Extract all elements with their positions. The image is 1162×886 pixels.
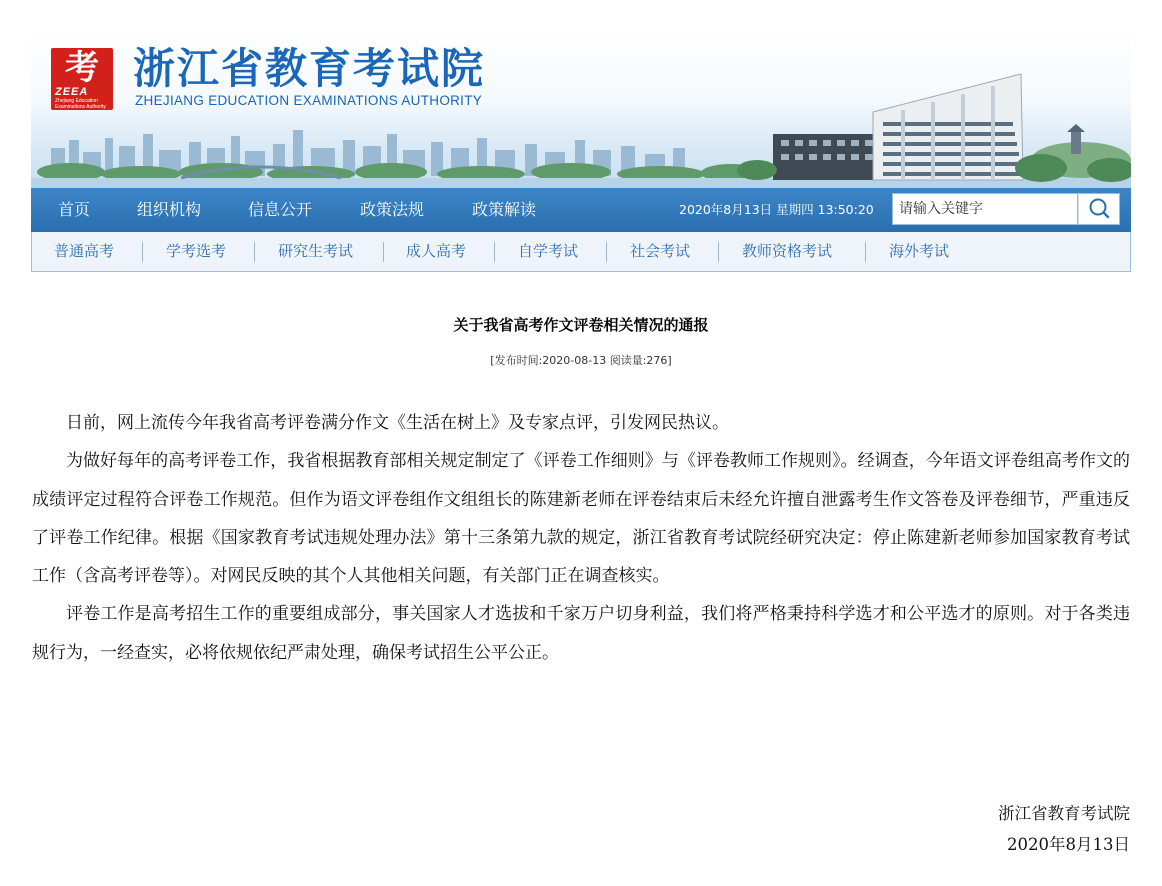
subnav-divider xyxy=(865,242,866,262)
main-nav xyxy=(31,188,1131,232)
subnav-adult-gaokao[interactable]: 成人高考 xyxy=(406,242,467,260)
nav-organization[interactable]: 组织机构 xyxy=(137,200,202,219)
subnav-divider xyxy=(606,242,607,262)
signature-date: 2020年8月13日 xyxy=(1007,835,1130,854)
subnav-xuekao[interactable]: 学考选考 xyxy=(166,242,227,260)
search-input[interactable] xyxy=(892,193,1078,225)
subnav-graduate-exam[interactable]: 研究生考试 xyxy=(278,242,354,260)
subnav-gaokao[interactable]: 普通高考 xyxy=(54,242,115,260)
subnav-self-study-exam[interactable]: 自学考试 xyxy=(518,242,579,260)
nav-info-disclosure[interactable]: 信息公开 xyxy=(248,200,313,219)
search-button[interactable] xyxy=(1078,193,1120,225)
subnav-divider xyxy=(142,242,143,262)
org-name-cn: 浙江省教育考试院 xyxy=(133,44,486,93)
article-body xyxy=(32,404,1130,672)
signature-org: 浙江省教育考试院 xyxy=(998,804,1130,823)
subnav-divider xyxy=(383,242,384,262)
subnav-overseas-exam[interactable]: 海外考试 xyxy=(889,242,950,260)
org-name-en: ZHEJIANG EDUCATION EXAMINATIONS AUTHORITY xyxy=(135,93,483,108)
subnav-divider xyxy=(718,242,719,262)
subnav-teacher-cert-exam[interactable]: 教师资格考试 xyxy=(742,242,833,260)
nav-home[interactable]: 首页 xyxy=(58,200,91,219)
site-banner xyxy=(31,30,1131,188)
nav-policies[interactable]: 政策法规 xyxy=(360,200,425,219)
article-paragraph: 日前，网上流传今年我省高考评卷满分作文《生活在树上》及专家点评，引发网民热议。 xyxy=(66,413,729,433)
nav-policy-interpretation[interactable]: 政策解读 xyxy=(472,200,537,219)
search-icon xyxy=(1079,194,1119,224)
zeea-logo[interactable] xyxy=(51,48,113,110)
subnav-social-exam[interactable]: 社会考试 xyxy=(630,242,691,260)
logo-glyph: 考 xyxy=(65,48,99,88)
logo-subtitle: Zhejiang Education Examinations Authority xyxy=(55,98,106,110)
article-paragraph: 为做好每年的高考评卷工作，我省根据教育部相关规定制定了《评卷工作细则》与《评卷教师工作规则》。经调查，今年语文评卷组高考作文的成绩评定过程符合评卷工作规范。但作为语文评卷组作文组组长的陈建新老师在评卷结束后未经允许擅自泄露考生作文答卷及评卷细节，严重违反了评卷工作纪律。根据《国家教育考试违规处理办法》第十三条第九款的规定，浙江省教育考试院经研究决定：停止陈建新老师参加国家教育考试工作（含高考评卷等）。对网民反映的其个人其他相关问题，有关部门正在调查核实。 xyxy=(32,451,1130,587)
current-datetime: 2020年8月13日 星期四 13:50:20 xyxy=(679,202,874,217)
sub-nav xyxy=(31,232,1131,272)
article-title: 关于我省高考作文评卷相关情况的通报 xyxy=(453,316,709,334)
article-meta: [发布时间:2020-08-13 阅读量:276] xyxy=(490,354,672,367)
subnav-divider xyxy=(494,242,495,262)
article-paragraph: 评卷工作是高考招生工作的重要组成部分，事关国家人才选拔和千家万户切身利益，我们将严格秉持科学选才和公平选才的原则。对于各类违规行为，一经查实，必将依规依纪严肃处理，确保考试招生公平公正。 xyxy=(32,604,1130,663)
logo-abbr: ZEEA xyxy=(55,86,89,98)
subnav-divider xyxy=(254,242,255,262)
